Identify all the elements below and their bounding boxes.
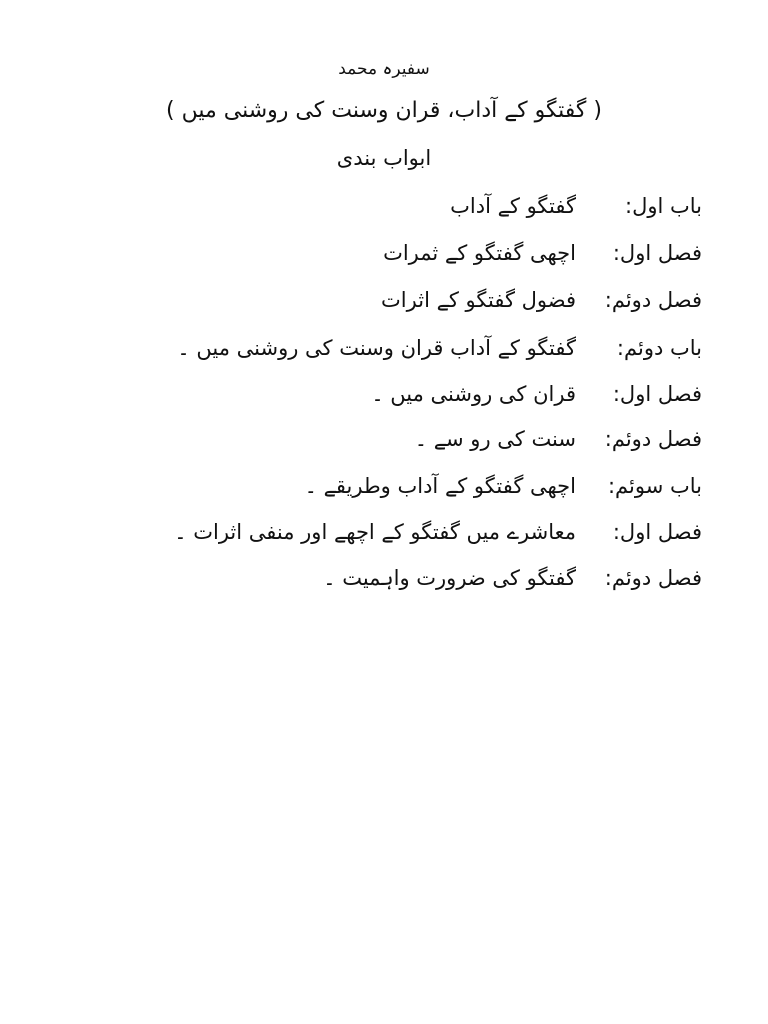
toc-entry-label: باب اول: <box>625 194 702 218</box>
document-title: ( گفتگو کے آداب، قران وسنت کی روشنی میں ) <box>166 98 602 123</box>
author-name: سفیرہ محمد <box>338 59 430 79</box>
toc-entry-title: قران کی روشنی میں ۔ <box>371 382 576 406</box>
toc-entry-title: معاشرے میں گفتگو کے اچھے اور منفی اثرات ۔ <box>174 520 576 544</box>
toc-entry-title: گفتگو کی ضرورت واہمیت ۔ <box>323 566 576 590</box>
toc-entry-label: فصل اول: <box>612 382 702 406</box>
toc-entry-title: اچھی گفتگو کے ثمرات <box>383 241 576 265</box>
toc-entry-title: اچھی گفتگو کے آداب وطریقے ۔ <box>304 474 576 498</box>
toc-entry-label: فصل اول: <box>612 241 702 265</box>
toc-entry-label: فصل دوئم: <box>604 288 702 312</box>
toc-entry-title: گفتگو کے آداب <box>450 194 576 218</box>
toc-entry-title: سنت کی رو سے ۔ <box>414 427 576 451</box>
toc-entry-label: باب سوئم: <box>607 474 702 498</box>
toc-entry-label: فصل دوئم: <box>604 427 702 451</box>
toc-entry-label: باب دوئم: <box>616 336 702 360</box>
toc-entry-label: فصل دوئم: <box>604 566 702 590</box>
toc-entry-title: فضول گفتگو کے اثرات <box>381 288 576 312</box>
toc-entry-title: گفتگو کے آداب قران وسنت کی روشنی میں ۔ <box>177 336 576 360</box>
toc-entry-label: فصل اول: <box>612 520 702 544</box>
toc-heading: ابواب بندی <box>336 146 432 170</box>
